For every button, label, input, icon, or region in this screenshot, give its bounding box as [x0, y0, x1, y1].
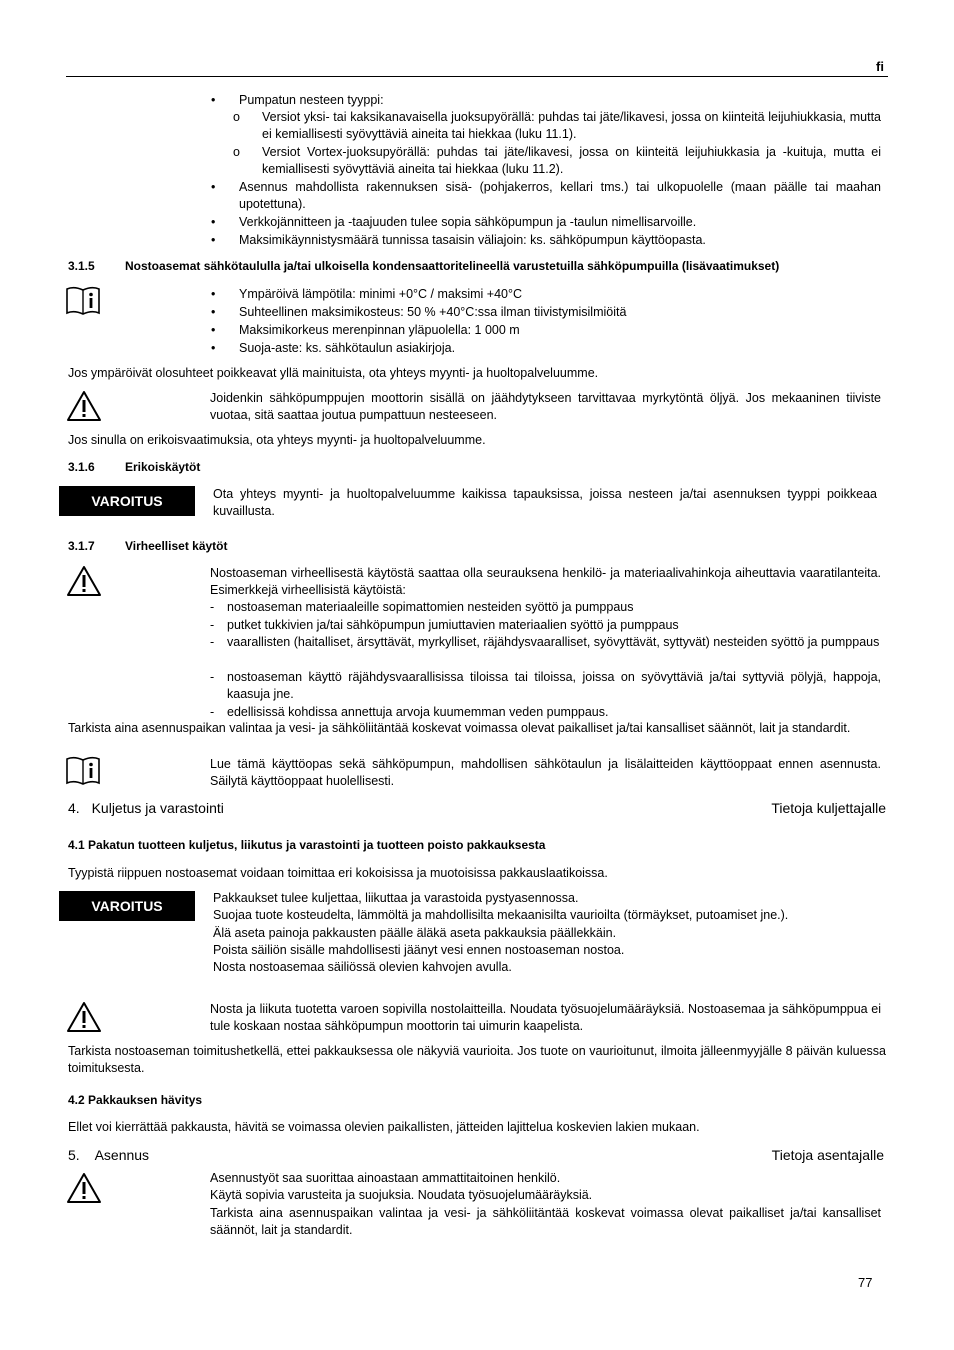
- section-heading-4-1: 4.1 Pakatun tuotteen kuljetus, liikutus ja varastointi ja tuotteen poisto pakkauksesta: [68, 838, 546, 852]
- warning-line: Suojaa tuote kosteudelta, lämmöltä ja mahdollisilta mekaanisilta vaurioilta (törmäykset, putoamiset jne.).: [213, 908, 789, 923]
- bullet-item: • Suhteellinen maksimikosteus: 50 % +40°C:ssa ilman tiivistymisilmiöitä: [211, 305, 627, 319]
- language-code: fi: [876, 59, 884, 74]
- info-text: Lue tämä käyttöopas sekä sähköpumpun, mahdollisen sähkötaulun ja lisälaitteiden käyttöoppaat ennen asennusta. Säilytä käyttöoppaat huolellisesti.: [210, 757, 881, 789]
- sub-item: o Versiot yksi- tai kaksikanavaisella juoksupyörällä: puhdas tai jäte/likavesi, jossa on kiinteitä leijuhiukkasia, mutta ei kemiallisesti syövyttäviä aineita tai hiekkaa (luku 11.1).: [233, 110, 881, 142]
- warning-label: VAROITUS: [59, 891, 195, 921]
- warning-icon: [66, 1001, 102, 1033]
- section-heading-4-2: 4.2 Pakkauksen hävitys: [68, 1093, 203, 1107]
- chapter-audience: Tietoja kuljettajalle: [771, 800, 886, 816]
- warning-icon: [66, 565, 102, 597]
- list-item: - edellisissä kohdissa annettuja arvoja kuumemman veden pumppaus.: [210, 705, 609, 719]
- warning-line: Asennustyöt saa suorittaa ainoastaan ammattitaitoinen henkilö.: [210, 1171, 561, 1185]
- section-heading-3-1-6: 3.1.6 Erikoiskäytöt: [68, 460, 201, 474]
- warning-label: VAROITUS: [59, 486, 195, 516]
- chapter-heading-4: 4. Kuljetus ja varastointi: [68, 800, 224, 816]
- sub-item: o Versiot Vortex-juoksupyörällä: puhdas tai jäte/likavesi, jossa on kiinteitä leijuhiukkasia ja -kuituja, mutta ei kemiallisesti syövyttäviä aineita tai hiekkaa (luku 11.2).: [233, 145, 881, 177]
- bullet-item: • Ympäröivä lämpötila: minimi +0°C / maksimi +40°C: [211, 287, 523, 301]
- bullet-item: • Maksimikorkeus merenpinnan yläpuolella: 1 000 m: [211, 323, 520, 337]
- paragraph: Tarkista nostoaseman toimitushetkellä, ettei pakkauksessa ole näkyviä vaurioita. Jos tuote on vaurioitunut, ilmoita jälleenmyyjälle 8 päivän kuluessa toimituksesta.: [68, 1044, 886, 1076]
- warning-icon: [66, 390, 102, 422]
- warning-text: Nosta ja liikuta tuotetta varoen sopivilla nostolaitteilla. Noudata työsuojelumääräyksiä. Nostoasemaa ja sähköpumppua ei tule koskaan nostaa sähköpumpun moottorin tai uimurin kaapelista.: [210, 1002, 881, 1034]
- section-heading-3-1-5: 3.1.5 Nostoasemat sähkötaululla ja/tai ulkoisella kondensaattoritelineellä varustetuilla sähköpumpuilla (lisävaatimukset): [68, 259, 780, 273]
- bullet-item: • Verkkojännitteen ja -taajuuden tulee sopia sähköpumpun ja -taulun nimellisarvoille.: [211, 215, 697, 229]
- section-heading-3-1-7: 3.1.7 Virheelliset käytöt: [68, 539, 228, 553]
- warning-line: Älä aseta painoja pakkausten päälle äläkä aseta pakkauksia päällekkäin.: [213, 925, 617, 940]
- bullet-item: • Maksimikäynnistysmäärä tunnissa tasaisin väliajoin: ks. sähköpumpun käyttöopasta.: [211, 233, 706, 247]
- warning-text: Joidenkin sähköpumppujen moottorin sisällä on jäähdytykseen tarvittavaa myrkytöntä öljyä. Jos mekaaninen tiiviste vuotaa, sitä saattaa joutua pumpattuun nesteeseen.: [210, 391, 881, 423]
- warning-line: Poista säiliön sisälle mahdollisesti jäänyt vesi ennen nostoaseman nostoa.: [213, 942, 625, 957]
- warning-line: Nosta nostoasemaa säiliössä olevien kahvojen avulla.: [213, 960, 512, 975]
- bullet-item: • Pumpatun nesteen tyyppi:: [211, 93, 384, 107]
- book-info-icon: [65, 286, 101, 316]
- book-info-icon: [65, 756, 101, 786]
- warning-text: Nostoaseman virheellisestä käytöstä saattaa olla seurauksena henkilö- ja materiaalivahinkoja aiheuttavia vaaratilanteita. Esimerkkejä virheellisistä käytöistä:: [210, 566, 881, 598]
- warning-line: Tarkista aina asennuspaikan valintaa ja vesi- ja sähköliitäntää koskevat voimassa olevat paikalliset ja/tai kansalliset säännöt, lait ja standardit.: [210, 1205, 881, 1237]
- warning-text-block: [213, 890, 881, 976]
- warning-text: Ota yhteys myynti- ja huoltopalveluumme kaikissa tapauksissa, joissa nesteen ja/tai asennuksen tyyppi poikkeaa kuvaillusta.: [213, 487, 877, 519]
- page-number: 77: [858, 1275, 873, 1290]
- warning-icon: [66, 1172, 102, 1204]
- chapter-heading-5: 5. Asennus: [68, 1147, 150, 1163]
- paragraph: Tyypistä riippuen nostoasemat voidaan toimittaa eri kokoisissa ja muotoisissa pakkauslaatikoissa.: [68, 866, 608, 880]
- chapter-audience: Tietoja asentajalle: [771, 1147, 884, 1163]
- bullet-item: • Suoja-aste: ks. sähkötaulun asiakirjoja.: [211, 341, 456, 355]
- paragraph: Jos ympäröivät olosuhteet poikkeavat yllä mainituista, ota yhteys myynti- ja huoltopalveluumme.: [68, 366, 599, 380]
- paragraph: Ellet voi kierrättää pakkausta, hävitä se voimassa olevien paikallisten, jätteiden lajittelua koskevien lakien mukaan.: [68, 1120, 700, 1134]
- warning-text-block: [210, 1170, 881, 1239]
- bullet-item: • Asennus mahdollista rakennuksen sisä- (pohjakerros, kellari tms.) tai ulkopuolelle (maan päälle tai maahan upotettuna).: [211, 180, 881, 212]
- paragraph: Tarkista aina asennuspaikan valintaa ja vesi- ja sähköliitäntää koskevat voimassa olevat paikalliset ja/tai kansalliset säännöt, lait ja standardit.: [68, 721, 851, 735]
- list-item: - nostoaseman käyttö räjähdysvaarallisissa tiloissa tai tiloissa, joissa on syövyttäviä ja/tai syttyviä pölyjä, happoja, kaasuja jne.: [210, 670, 881, 702]
- header-rule: [66, 76, 888, 77]
- warning-line: Pakkaukset tulee kuljettaa, liikuttaa ja varastoida pystyasennossa.: [213, 891, 579, 905]
- list-item: - nostoaseman materiaaleille sopimattomien nesteiden syöttö ja pumppaus: [210, 600, 634, 614]
- list-item: - putket tukkivien ja/tai sähköpumpun jumiuttavien materiaalien syöttö ja pumppaus: [210, 618, 679, 632]
- list-item: - vaarallisten (haitalliset, ärsyttävät, myrkylliset, räjähdysvaaralliset, syövyttävät, syttyvät) nesteiden syöttö ja pumppaus: [210, 635, 880, 649]
- paragraph: Jos sinulla on erikoisvaatimuksia, ota yhteys myynti- ja huoltopalveluumme.: [68, 433, 486, 447]
- warning-line: Käytä sopivia varusteita ja suojuksia. Noudata työsuojelumääräyksiä.: [210, 1188, 593, 1203]
